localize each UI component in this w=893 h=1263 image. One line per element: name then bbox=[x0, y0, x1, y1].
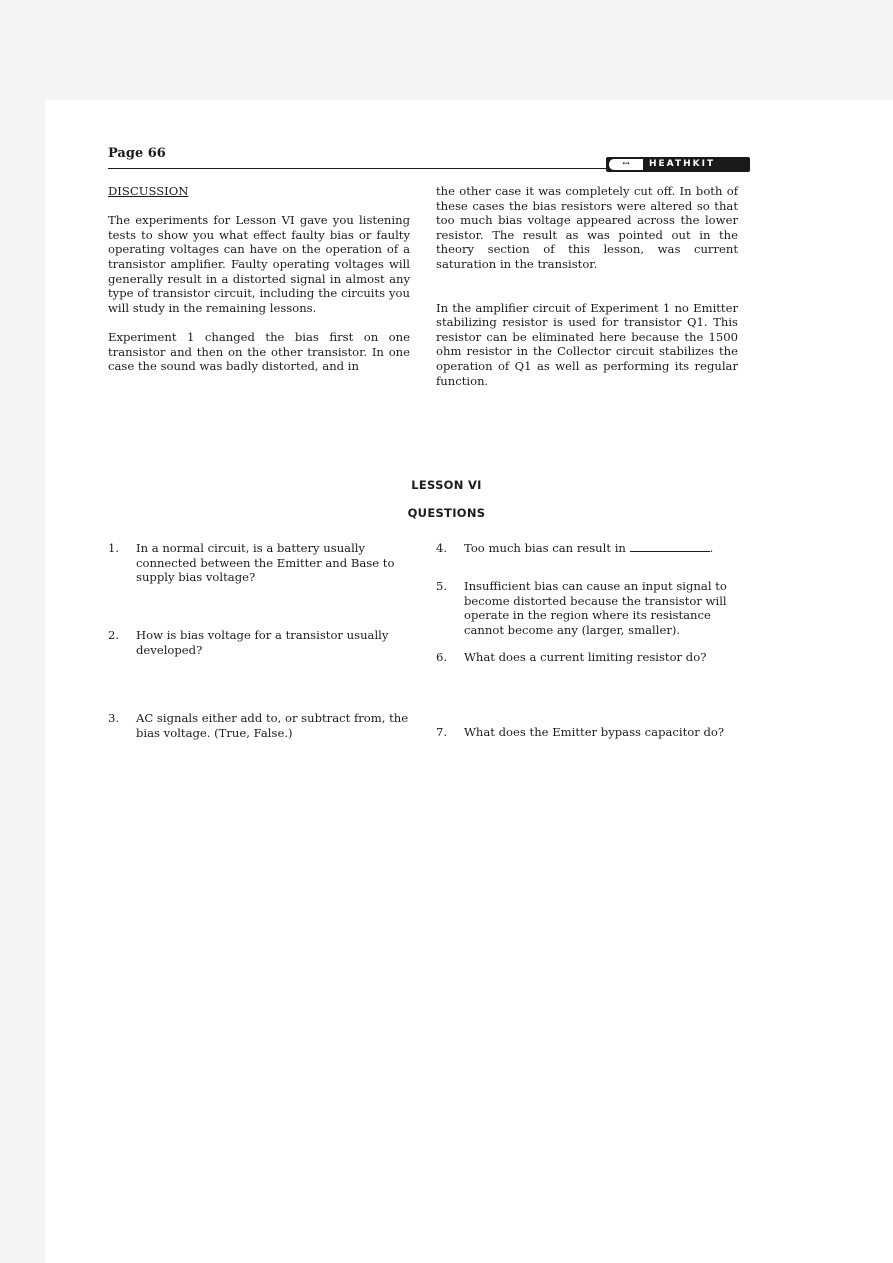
header-rule bbox=[108, 168, 608, 169]
question-number: 3. bbox=[108, 711, 120, 725]
question-number: 7. bbox=[436, 725, 448, 739]
question-text: Too much bias can result in bbox=[464, 541, 626, 555]
logo-emblem-icon: ↔ bbox=[609, 159, 643, 170]
discussion-paragraph: Experiment 1 changed the bias first on one transistor and then on the other transistor. In one case the sound was badly distorted, and in bbox=[108, 329, 410, 374]
questions-title: QUESTIONS bbox=[407, 506, 486, 520]
question-text-wrap bbox=[464, 541, 746, 556]
question-text: Insufficient bias can cause an input signal to become distorted because the transistor will operate in the region where its resistance cannot become any (larger, smaller). bbox=[464, 579, 727, 637]
discussion-paragraph: The experiments for Lesson VI gave you listening tests to show you what effect faulty bias or faulty operating voltages can have on the operation of a transistor amplifier. Faulty operating voltages will generally result in a distorted signal in almost any type of transistor circuit, including the circuits you will study in the remaining lessons. bbox=[108, 213, 410, 315]
question-text: AC signals either add to, or subtract from, the bias voltage. (True, False.) bbox=[136, 711, 409, 740]
question-suffix: . bbox=[709, 541, 714, 555]
discussion-heading: DISCUSSION bbox=[108, 184, 189, 198]
question-item bbox=[436, 725, 746, 740]
question-item bbox=[108, 628, 418, 657]
question-text: What does the Emitter bypass capacitor do? bbox=[464, 725, 725, 739]
question-item bbox=[108, 711, 418, 740]
question-item bbox=[108, 541, 418, 585]
question-text: What does a current limiting resistor do? bbox=[464, 650, 707, 664]
logo-wordmark: HEATHKIT bbox=[649, 159, 716, 169]
question-text: In a normal circuit, is a battery usually connected between the Emitter and Base to supply bias voltage? bbox=[136, 541, 395, 585]
question-number: 5. bbox=[436, 579, 448, 593]
discussion-right-column bbox=[436, 184, 738, 403]
question-number: 6. bbox=[436, 650, 448, 664]
heathkit-logo bbox=[606, 157, 750, 172]
discussion-paragraph: the other case it was completely cut off. In both of these cases the bias resistors were altered so that too much bias voltage appeared across the lower resistor. The result as was pointed out in the theory section of this lesson, was current saturation in the transistor. bbox=[436, 184, 738, 271]
page-number: Page 66 bbox=[108, 146, 166, 161]
discussion-paragraph: In the amplifier circuit of Experiment 1 no Emitter stabilizing resistor is used for transistor Q1. This resistor can be eliminated here because the 1500 ohm resistor in the Collector circuit stabilizes the operation of Q1 as well as performing its regular function. bbox=[436, 300, 738, 388]
discussion-left-column bbox=[108, 184, 410, 388]
question-item bbox=[436, 650, 746, 665]
question-item bbox=[436, 579, 746, 637]
answer-blank bbox=[630, 541, 710, 552]
question-number: 1. bbox=[108, 541, 120, 555]
question-text: How is bias voltage for a transistor usually developed? bbox=[136, 628, 389, 657]
lesson-title: LESSON VI bbox=[411, 478, 482, 492]
question-item bbox=[436, 541, 746, 556]
question-number: 2. bbox=[108, 628, 120, 642]
question-number: 4. bbox=[436, 541, 448, 555]
